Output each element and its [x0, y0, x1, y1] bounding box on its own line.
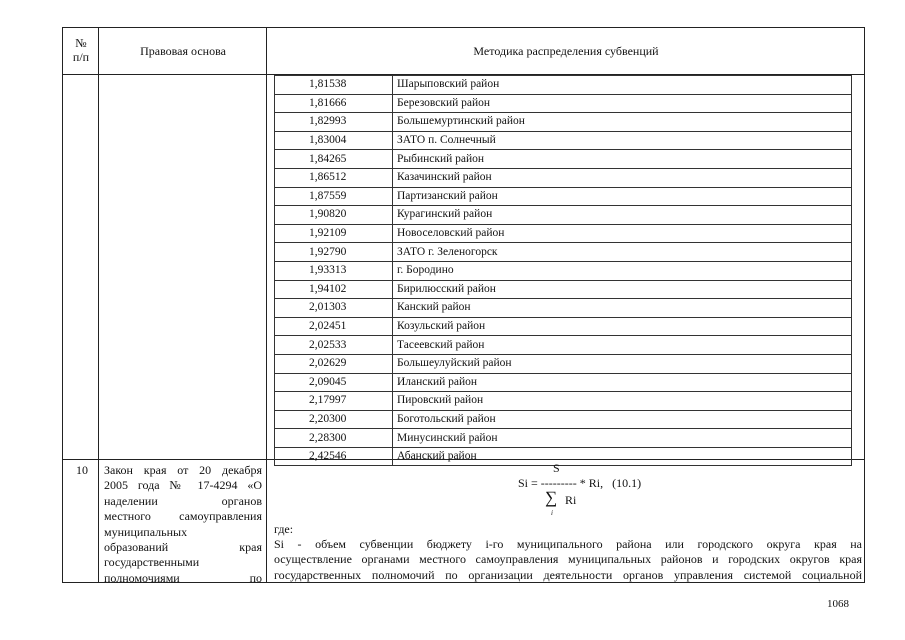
- description-line: Si - объем субвенции бюджету i-го муниципального района или городского округа края на: [274, 537, 862, 551]
- legal-basis-line: наделении органов: [104, 493, 262, 508]
- table-row: [275, 373, 852, 392]
- outer-right-border: [864, 27, 865, 583]
- municipality-cell: ЗАТО п. Солнечный: [393, 131, 852, 150]
- legal-basis-line: Закон края от 20 декабря: [104, 463, 262, 477]
- municipality-cell: Березовский район: [393, 94, 852, 113]
- municipality-cell: Иланский район: [393, 373, 852, 392]
- col2-divider: [266, 27, 267, 583]
- table-row: [275, 317, 852, 336]
- legal-basis-line: образований края: [104, 540, 262, 555]
- formula-sum-term: Ri: [565, 493, 577, 507]
- municipality-cell: Казачинский район: [393, 168, 852, 187]
- municipality-cell: Большеулуйский район: [393, 354, 852, 373]
- table-row: [275, 336, 852, 355]
- coefficient-cell: 1,90820: [275, 206, 393, 225]
- coefficient-cell: 2,20300: [275, 410, 393, 429]
- table-row: [275, 429, 852, 448]
- coefficient-cell: 2,01303: [275, 299, 393, 318]
- coefficient-cell: 2,09045: [275, 373, 393, 392]
- table-row: [275, 113, 852, 132]
- table-row: [275, 224, 852, 243]
- formula-number: (10.1): [612, 476, 642, 490]
- municipality-cell: ЗАТО г. Зеленогорск: [393, 243, 852, 262]
- municipality-cell: Канский район: [393, 299, 852, 318]
- subvention-description: [274, 537, 862, 583]
- coefficient-cell: 1,82993: [275, 113, 393, 132]
- table-row: [275, 261, 852, 280]
- table-row: [275, 206, 852, 225]
- municipality-cell: Бирилюсский район: [393, 280, 852, 299]
- table-row: [275, 168, 852, 187]
- legal-basis-line: 2005 года № 17-4294 «О: [104, 478, 262, 493]
- table-row: [275, 94, 852, 113]
- row10-legal-basis: [104, 463, 262, 586]
- coefficient-cell: 1,94102: [275, 280, 393, 299]
- table-row: [275, 299, 852, 318]
- municipality-cell: Рыбинский район: [393, 150, 852, 169]
- table-row: [275, 131, 852, 150]
- formula-lhs: Si = --------- * Ri,: [518, 476, 604, 490]
- description-line: осуществление органами местного самоуправления муниципальных районов и городских округов края: [274, 552, 862, 567]
- municipality-cell: Абанский район: [393, 447, 852, 466]
- table-row: [275, 410, 852, 429]
- outer-top-border: [62, 27, 865, 28]
- coefficient-cell: 1,86512: [275, 168, 393, 187]
- coefficient-table: [274, 75, 852, 466]
- where-label: где:: [274, 522, 294, 536]
- municipality-cell: Шарыповский район: [393, 76, 852, 95]
- outer-left-border: [62, 27, 63, 583]
- table-row: [275, 76, 852, 95]
- coefficient-cell: 2,17997: [275, 392, 393, 411]
- coefficient-cell: 1,84265: [275, 150, 393, 169]
- municipality-cell: Курагинский район: [393, 206, 852, 225]
- legal-basis-line: полномочиями по: [104, 570, 262, 585]
- coefficient-cell: 1,83004: [275, 131, 393, 150]
- table-row: [275, 447, 852, 466]
- row10-number: 10: [76, 463, 88, 477]
- col1-divider: [98, 27, 99, 583]
- municipality-cell: Минусинский район: [393, 429, 852, 448]
- legal-basis-line: муниципальных: [104, 524, 188, 539]
- table-row: [275, 243, 852, 262]
- coefficient-cell: 1,81538: [275, 76, 393, 95]
- description-line: государственных полномочий по организации деятельности органов управления системой социальной: [274, 567, 862, 582]
- coefficient-cell: 1,93313: [275, 261, 393, 280]
- table-row: [275, 150, 852, 169]
- coefficient-cell: 2,28300: [275, 429, 393, 448]
- formula-sum-sign: ∑: [545, 488, 558, 507]
- legal-basis-line: местного самоуправления: [104, 509, 262, 524]
- municipality-cell: г. Бородино: [393, 261, 852, 280]
- municipality-cell: Большемуртинский район: [393, 113, 852, 132]
- table-row: [275, 280, 852, 299]
- coefficient-cell: 2,02629: [275, 354, 393, 373]
- municipality-cell: Козульский район: [393, 317, 852, 336]
- municipality-cell: Новоселовский район: [393, 224, 852, 243]
- municipality-cell: Партизанский район: [393, 187, 852, 206]
- table-row: [275, 187, 852, 206]
- coefficient-cell: 1,92109: [275, 224, 393, 243]
- table-row: [275, 354, 852, 373]
- formula-main: [518, 476, 641, 491]
- coefficient-cell: 2,02451: [275, 317, 393, 336]
- legal-basis-line: государственными: [104, 555, 200, 570]
- page-number: 1068: [827, 598, 849, 610]
- coefficient-cell: 2,02533: [275, 336, 393, 355]
- coefficient-cell: 1,81666: [275, 94, 393, 113]
- formula-numerator: S: [553, 461, 560, 475]
- coefficient-cell: 1,92790: [275, 243, 393, 262]
- header-legal-basis: Правовая основа: [140, 44, 226, 58]
- municipality-cell: Пировский район: [393, 392, 852, 411]
- formula-sum-index: i: [551, 509, 553, 517]
- table-row: [275, 392, 852, 411]
- header-method: Методика распределения субвенций: [473, 44, 659, 58]
- coefficient-cell: 2,42546: [275, 447, 393, 466]
- municipality-cell: Боготольский район: [393, 410, 852, 429]
- header-num: № п/п: [72, 36, 90, 64]
- municipality-cell: Тасеевский район: [393, 336, 852, 355]
- coefficient-cell: 1,87559: [275, 187, 393, 206]
